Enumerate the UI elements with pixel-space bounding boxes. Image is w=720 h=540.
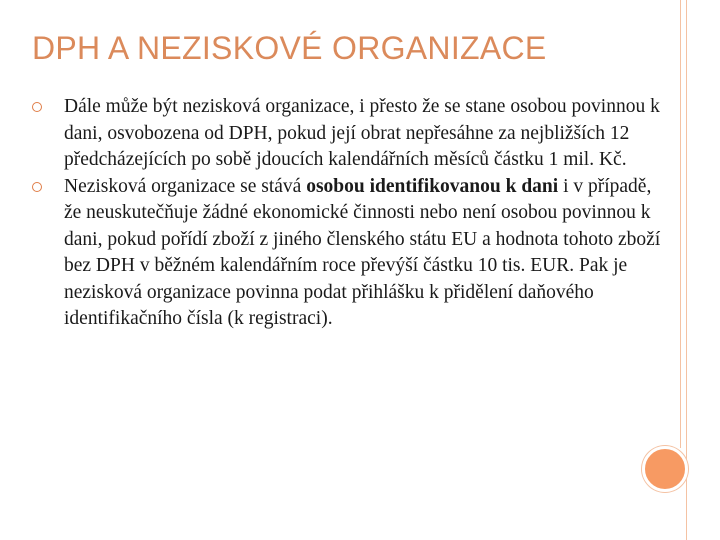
decorative-border-line [680, 0, 681, 448]
orange-circle-icon [642, 446, 688, 492]
hollow-circle-bullet-icon [32, 102, 42, 112]
bullet-item [32, 94, 672, 174]
hollow-circle-bullet-icon [32, 182, 42, 192]
bullet-text-bold: osobou identifikovanou k dani [306, 175, 559, 197]
bullet-text: Dále může být nezisková organizace, i přesto že se stane osobou povinnou k dani, osvobozena od DPH, pokud její obrat nepřesáhne za nejbližších 12 předcházejících po sobě jdoucích kalendářních měsíců částku 1 mil. Kč. [64, 96, 660, 170]
bullet-item [32, 174, 672, 333]
bullet-text-before: Nezisková organizace se stává [64, 175, 307, 197]
bullet-list [32, 94, 672, 333]
bullet-text-after: i v případě, že neuskutečňuje žádné ekonomické činnosti nebo není osobou povinnou k dani, pokud pořídí zboží z jiného členského státu EU a hodnota tohoto zboží bez DPH v běžném kalendářním roce převýší částku 10 tis. EUR. Pak je nezisková organizace povinna podat přihlášku k přidělení daňového identifikačního čísla (k registraci). [64, 175, 661, 329]
slide-title: DPH A NEZISKOVÉ ORGANIZACE [32, 30, 547, 66]
